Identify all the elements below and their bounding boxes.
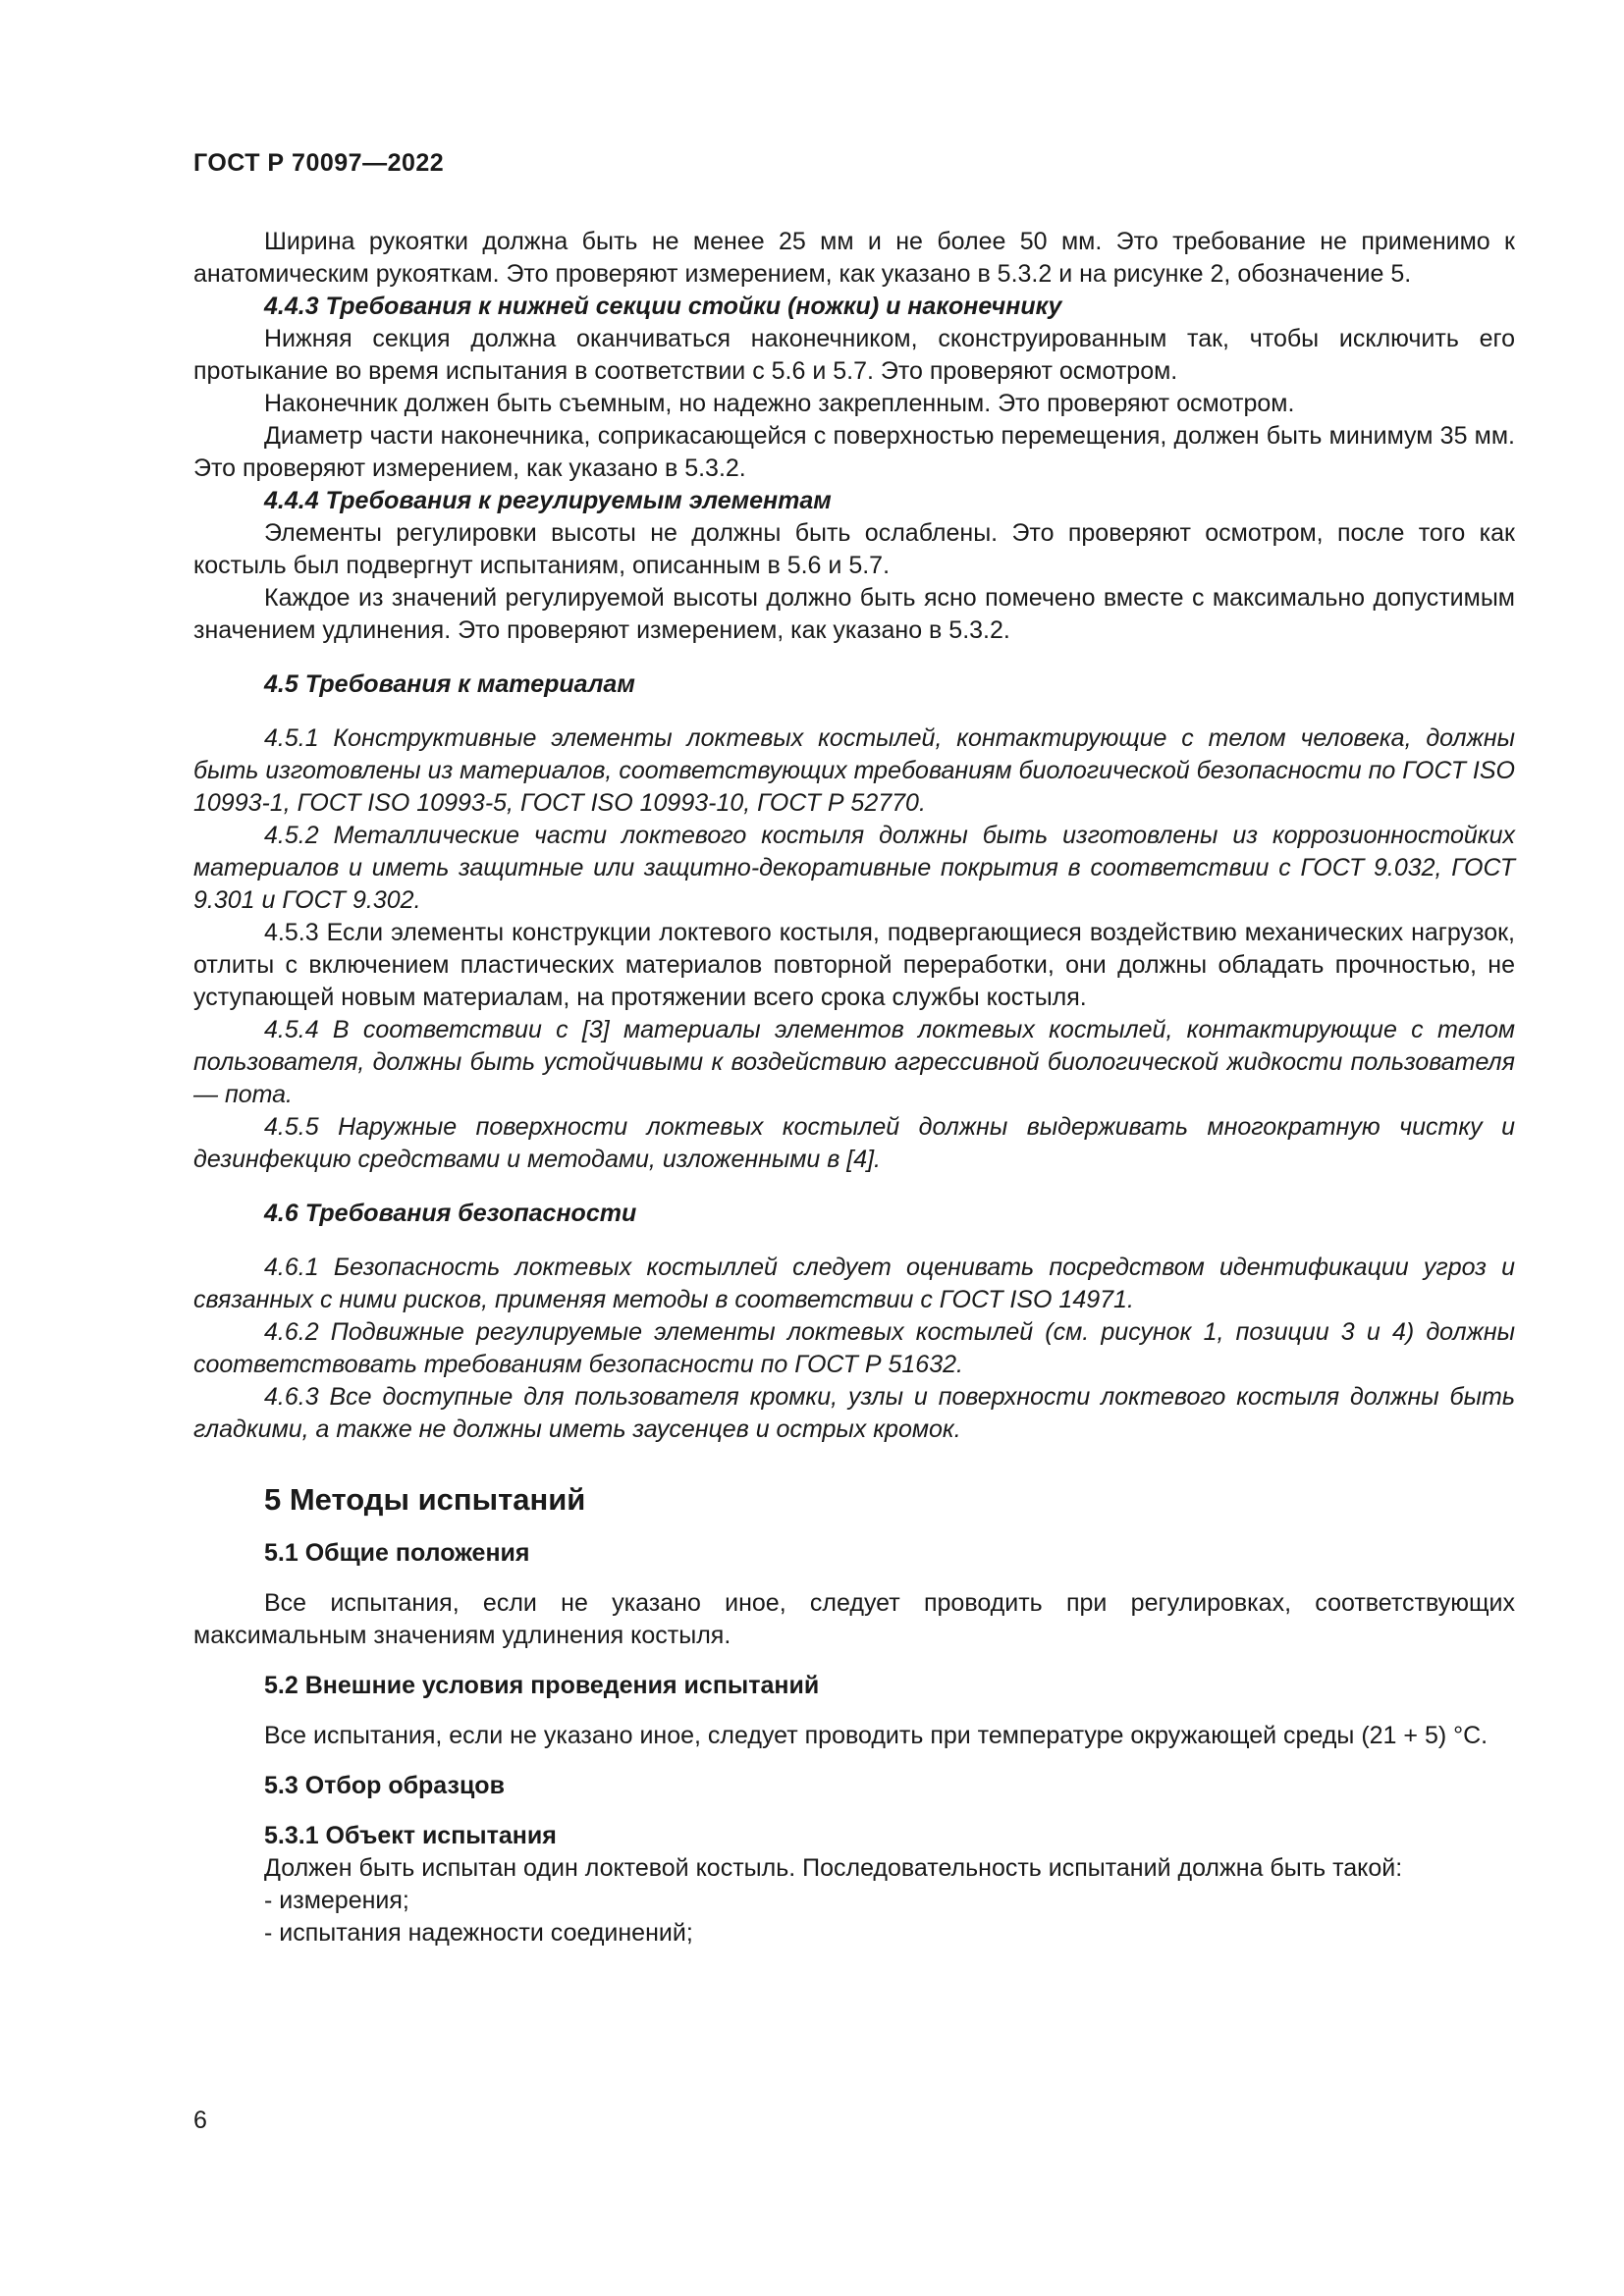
paragraph-4-6-3: 4.6.3 Все доступные для пользователя кромки, узлы и поверхности локтевого костыля должны быть гладкими, а также не должны иметь заусенцев и острых кромок. [193,1383,1515,1443]
paragraph-5-2: Все испытания, если не указано иное, следует проводить при температуре окружающей среды (21 + 5) °С. [264,1722,1489,1749]
heading-5-1: 5.1 Общие положения [264,1539,530,1567]
list-item: - измерения; [264,1887,409,1914]
paragraph-handle-width: Ширина рукоятки должна быть не менее 25 мм и не более 50 мм. Это требование не применимо к анатомическим рукояткам. Это проверяют измерением, как указано в 5.3.2 и на рисунке 2, обозначение 5. [193,228,1515,288]
document-header: ГОСТ Р 70097—2022 [193,149,445,177]
paragraph-4-5-2: 4.5.2 Металлические части локтевого костыля должны быть изготовлены из коррозионностойких материалов и иметь защитные или защитно-декоративные покрытия в соответствии с ГОСТ 9.032, ГОСТ 9.301 и ГОСТ 9.302. [193,822,1515,914]
paragraph-4-4-3-a: Нижняя секция должна оканчиваться наконечником, сконструированным так, чтобы исключить его протыкание во время испытания в соответствии с 5.6 и 5.7. Это проверяют осмотром. [193,325,1515,385]
paragraph-4-5-4: 4.5.4 В соответствии с [3] материалы элементов локтевых костылей, контактирующие с телом пользователя, должны быть устойчивыми к воздействию агрессивной биологической жидкости пользователя — пота. [193,1016,1515,1108]
paragraph-4-5-1: 4.5.1 Конструктивные элементы локтевых костылей, контактирующие с телом человека, должны быть изготовлены из материалов, соответствующих требованиям биологической безопасности по ГОСТ ISO 10993-1, ГОСТ ISO 10993-5, ГОСТ ISO 10993-10, ГОСТ Р 52770. [193,724,1515,817]
heading-5-3: 5.3 Отбор образцов [264,1772,505,1799]
paragraph-4-4-3-b: Наконечник должен быть съемным, но надежно закрепленным. Это проверяют осмотром. [264,390,1295,417]
paragraph-4-4-4-b: Каждое из значений регулируемой высоты должно быть ясно помечено вместе с максимально допустимым значением удлинения. Это проверяют измерением, как указано в 5.3.2. [193,584,1515,644]
heading-5-3-1: 5.3.1 Объект испытания [264,1822,557,1849]
paragraph-4-5-3: 4.5.3 Если элементы конструкции локтевого костыля, подвергающиеся воздействию механических нагрузок, отлиты с включением пластических материалов повторной переработки, они должны обладать прочностью, не уступающей новым материалам, на протяжении всего срока службы костыля. [193,919,1515,1011]
heading-4-6: 4.6 Требования безопасности [264,1200,637,1227]
heading-4-4-3: 4.4.3 Требования к нижней секции стойки (ножки) и наконечнику [264,293,1062,320]
section-5-title: 5 Методы испытаний [264,1482,586,1517]
paragraph-4-4-3-c: Диаметр части наконечника, соприкасающейся с поверхностью перемещения, должен быть минимум 35 мм. Это проверяют измерением, как указано в 5.3.2. [193,422,1515,482]
heading-4-5: 4.5 Требования к материалам [264,670,635,698]
paragraph-4-5-5: 4.5.5 Наружные поверхности локтевых костылей должны выдерживать многократную чистку и дезинфекцию средствами и методами, изложенными в [4]. [193,1113,1515,1173]
paragraph-5-3-1: Должен быть испытан один локтевой костыль. Последовательность испытаний должна быть такой: [264,1854,1403,1882]
paragraph-4-6-1: 4.6.1 Безопасность локтевых костыллей следует оценивать посредством идентификации угроз и связанных с ними рисков, применяя методы в соответствии с ГОСТ ISO 14971. [193,1254,1515,1313]
page-number: 6 [193,2107,207,2134]
list-item: - испытания надежности соединений; [264,1919,693,1947]
paragraph-4-6-2: 4.6.2 Подвижные регулируемые элементы локтевых костылей (см. рисунок 1, позиции 3 и 4) должны соответствовать требованиям безопасности по ГОСТ Р 51632. [193,1318,1515,1378]
heading-4-4-4: 4.4.4 Требования к регулируемым элементам [264,487,832,514]
paragraph-4-4-4-a: Элементы регулировки высоты не должны быть ослаблены. Это проверяют осмотром, после того как костыль был подвергнут испытаниям, описанным в 5.6 и 5.7. [193,519,1515,579]
heading-5-2: 5.2 Внешние условия проведения испытаний [264,1672,820,1699]
page-body [193,226,1515,1949]
paragraph-5-1: Все испытания, если не указано иное, следует проводить при регулировках, соответствующих максимальным значениям удлинения костыля. [193,1589,1515,1649]
